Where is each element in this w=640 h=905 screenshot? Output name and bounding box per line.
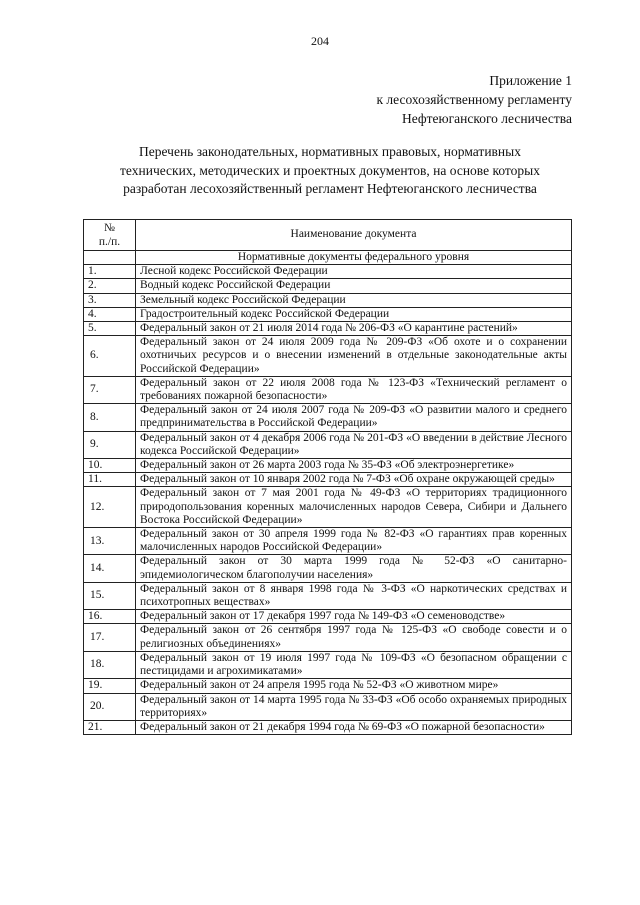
header-number-cell bbox=[84, 220, 136, 251]
table-row bbox=[84, 582, 572, 609]
row-number: 18. bbox=[84, 651, 136, 678]
table-row bbox=[84, 459, 572, 473]
table-row bbox=[84, 555, 572, 582]
document-name: Федеральный закон от 8 января 1998 года № 3-ФЗ «О наркотических средствах и психотропных веществах» bbox=[136, 582, 572, 609]
document-name: Федеральный закон от 19 июля 1997 года № 109-ФЗ «О безопасном обращении с пестицидами и агрохимикатами» bbox=[136, 651, 572, 678]
table-row bbox=[84, 487, 572, 528]
row-number: 13. bbox=[84, 528, 136, 555]
appendix-line: к лесохозяйственному регламенту bbox=[376, 92, 572, 107]
row-number: 10. bbox=[84, 459, 136, 473]
row-number: 19. bbox=[84, 679, 136, 693]
table-row bbox=[84, 624, 572, 651]
table-row bbox=[84, 651, 572, 678]
document-name: Федеральный закон от 17 декабря 1997 года № 149-ФЗ «О семеноводстве» bbox=[136, 610, 572, 624]
document-name: Федеральный закон от 26 сентября 1997 года № 125-ФЗ «О свободе совести и о религиозных объединениях» bbox=[136, 624, 572, 651]
header-number-abbr: п./п. bbox=[98, 236, 121, 248]
table-row bbox=[84, 279, 572, 293]
document-name: Федеральный закон от 14 марта 1995 года № 33-ФЗ «Об особо охраняемых природных территориях» bbox=[136, 693, 572, 720]
document-name: Градостроительный кодекс Российской Федерации bbox=[136, 307, 572, 321]
document-name: Федеральный закон от 22 июля 2008 года № 123-ФЗ «Технический регламент о требованиях пожарной безопасности» bbox=[136, 376, 572, 403]
table-row bbox=[84, 265, 572, 279]
table-row bbox=[84, 404, 572, 431]
document-name: Федеральный закон от 7 мая 2001 года № 49-ФЗ «О территориях традиционного природопользования коренных малочисленных народов Севера, Сибири и Дальнего Востока Российской Федерации» bbox=[136, 487, 572, 528]
document-name: Федеральный закон от 24 июля 2009 года № 209-ФЗ «Об охоте и о сохранении охотничьих ресурсов и о внесении изменений в отдельные законодательные акты Российской Федерации» bbox=[136, 336, 572, 377]
row-number: 6. bbox=[84, 336, 136, 377]
table-row bbox=[84, 307, 572, 321]
table-row bbox=[84, 473, 572, 487]
document-name: Федеральный закон от 10 января 2002 года № 7-ФЗ «Об охране окружающей среды» bbox=[136, 473, 572, 487]
document-name: Федеральный закон от 26 марта 2003 года № 35-ФЗ «Об электроэнергетике» bbox=[136, 459, 572, 473]
document-title bbox=[80, 143, 580, 199]
row-number: 17. bbox=[84, 624, 136, 651]
document-name: Федеральный закон от 24 июля 2007 года № 209-ФЗ «О развитии малого и среднего предпринимательства в Российской Федерации» bbox=[136, 404, 572, 431]
row-number: 20. bbox=[84, 693, 136, 720]
row-number: 9. bbox=[84, 431, 136, 458]
row-number: 5. bbox=[84, 322, 136, 336]
table-header-row bbox=[84, 220, 572, 251]
table-row bbox=[84, 720, 572, 734]
row-number: 16. bbox=[84, 610, 136, 624]
row-number: 21. bbox=[84, 720, 136, 734]
table-body bbox=[84, 251, 572, 735]
table-row bbox=[84, 293, 572, 307]
document-name: Федеральный закон от 21 июля 2014 года № 206-ФЗ «О карантине растений» bbox=[136, 322, 572, 336]
title-line: технических, методических и проектных документов, на основе которых bbox=[120, 162, 540, 178]
table-row bbox=[84, 528, 572, 555]
row-number: 4. bbox=[84, 307, 136, 321]
page-number: 204 bbox=[311, 34, 329, 48]
row-number: 1. bbox=[84, 265, 136, 279]
row-number: 12. bbox=[84, 487, 136, 528]
section-empty-cell bbox=[84, 251, 136, 265]
row-number: 2. bbox=[84, 279, 136, 293]
document-name: Федеральный закон от 4 декабря 2006 года № 201-ФЗ «О введении в действие Лесного кодекса Российской Федерации» bbox=[136, 431, 572, 458]
appendix-line: Нефтеюганского лесничества bbox=[401, 111, 572, 126]
document-name: Федеральный закон от 24 апреля 1995 года № 52-ФЗ «О животном мире» bbox=[136, 679, 572, 693]
row-number: 7. bbox=[84, 376, 136, 403]
table-row bbox=[84, 679, 572, 693]
appendix-line: Приложение 1 bbox=[489, 73, 572, 88]
table-row bbox=[84, 693, 572, 720]
table-row bbox=[84, 336, 572, 377]
table-row bbox=[84, 431, 572, 458]
row-number: 15. bbox=[84, 582, 136, 609]
document-name: Лесной кодекс Российской Федерации bbox=[136, 265, 572, 279]
document-name: Федеральный закон от 30 марта 1999 года № 52-ФЗ «О санитарно-эпидемиологическом благополучии населения» bbox=[136, 555, 572, 582]
row-number: 11. bbox=[84, 473, 136, 487]
section-row bbox=[84, 251, 572, 265]
document-name: Федеральный закон от 30 апреля 1999 года № 82-ФЗ «О гарантиях прав коренных малочисленных народов Российской Федерации» bbox=[136, 528, 572, 555]
header-name-cell: Наименование документа bbox=[136, 220, 572, 251]
document-name: Федеральный закон от 21 декабря 1994 года № 69-ФЗ «О пожарной безопасности» bbox=[136, 720, 572, 734]
table-row bbox=[84, 376, 572, 403]
table-row bbox=[84, 610, 572, 624]
row-number: 3. bbox=[84, 293, 136, 307]
appendix-heading bbox=[377, 71, 573, 128]
title-line: Перечень законодательных, нормативных правовых, нормативных bbox=[139, 144, 521, 159]
row-number: 14. bbox=[84, 555, 136, 582]
section-title: Нормативные документы федерального уровня bbox=[136, 251, 572, 265]
title-line: разработан лесохозяйственный регламент Нефтеюганского лесничества bbox=[123, 181, 537, 196]
document-name: Водный кодекс Российской Федерации bbox=[136, 279, 572, 293]
documents-table bbox=[83, 219, 572, 735]
row-number: 8. bbox=[84, 404, 136, 431]
header-number-sign: № bbox=[104, 222, 115, 234]
document-name: Земельный кодекс Российской Федерации bbox=[136, 293, 572, 307]
table-row bbox=[84, 322, 572, 336]
